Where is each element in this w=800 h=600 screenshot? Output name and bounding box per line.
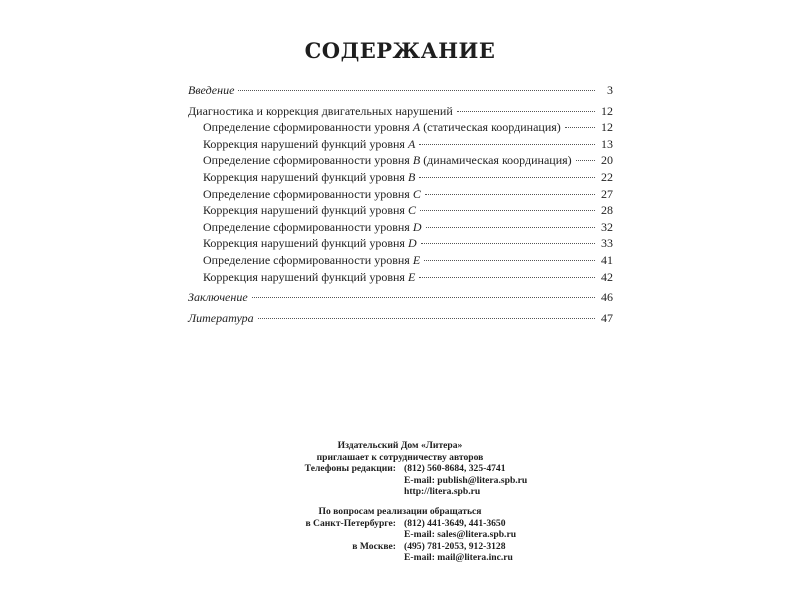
table-of-contents xyxy=(188,82,613,326)
toc-page-number: 22 xyxy=(601,169,613,184)
toc-page-number: 28 xyxy=(601,203,613,218)
publisher-info xyxy=(0,440,800,564)
toc-entry-title: Коррекция нарушений функций уровня C xyxy=(203,203,416,218)
toc-leader-dots xyxy=(258,308,595,319)
toc-entry-title: Коррекция нарушений функций уровня B xyxy=(203,169,416,184)
msk-email-line xyxy=(0,552,800,564)
toc-page-number: 46 xyxy=(601,290,613,305)
editorial-phones: (812) 560-8684, 325-4741 xyxy=(404,463,506,475)
toc-page-number: 20 xyxy=(601,153,613,168)
msk-phones: (495) 781-2053, 912-3128 xyxy=(404,540,506,552)
msk-email[interactable]: E-mail: mail@litera.inc.ru xyxy=(404,552,513,564)
toc-subentry[interactable] xyxy=(188,136,613,153)
toc-entry-introduction[interactable] xyxy=(188,82,613,99)
toc-leader-dots xyxy=(425,184,595,195)
toc-entry-title: Определение сформированности уровня D xyxy=(203,219,422,234)
toc-leader-dots xyxy=(420,200,595,211)
toc-leader-dots xyxy=(419,134,595,145)
msk-phones-line xyxy=(0,541,800,553)
toc-entry-references[interactable] xyxy=(188,310,613,327)
toc-entry-title: Определение сформированности уровня E xyxy=(203,252,421,267)
editorial-email-line xyxy=(0,475,800,487)
toc-page-number: 3 xyxy=(607,83,613,97)
toc-leader-dots xyxy=(421,233,595,244)
msk-label: в Москве: xyxy=(352,540,396,552)
editorial-email[interactable]: E-mail: publish@litera.spb.ru xyxy=(404,474,528,486)
toc-entry-title: Коррекция нарушений функций уровня A xyxy=(203,136,416,151)
sales-heading: По вопросам реализации обращаться xyxy=(318,505,482,517)
toc-page-number: 47 xyxy=(601,310,613,325)
spb-email[interactable]: E-mail: sales@litera.spb.ru xyxy=(404,529,517,541)
toc-leader-dots xyxy=(576,150,595,161)
toc-entry-conclusion[interactable] xyxy=(188,289,613,306)
editorial-label: Телефоны редакции: xyxy=(304,463,396,475)
toc-entry-title: Заключение xyxy=(188,290,248,305)
toc-leader-dots xyxy=(419,267,595,278)
spb-phones-line xyxy=(0,518,800,530)
editorial-phones-line xyxy=(0,463,800,475)
toc-page-number: 12 xyxy=(601,103,613,118)
toc-entry-title: Литература xyxy=(188,310,254,325)
toc-page-number: 42 xyxy=(601,269,613,284)
toc-page-number: 33 xyxy=(601,236,613,251)
toc-entry-title: Коррекция нарушений функций уровня D xyxy=(203,236,417,251)
toc-leader-dots xyxy=(565,117,595,128)
toc-page-number: 27 xyxy=(601,186,613,201)
spb-label: в Санкт-Петербурге: xyxy=(305,517,396,529)
toc-page-number: 13 xyxy=(601,136,613,151)
toc-leader-dots xyxy=(419,167,595,178)
spb-phones: (812) 441-3649, 441-3650 xyxy=(404,517,506,529)
publisher-name: Издательский Дом «Литера» xyxy=(337,440,463,451)
toc-page-number: 32 xyxy=(601,219,613,234)
toc-entry-title: Коррекция нарушений функций уровня E xyxy=(203,269,416,284)
toc-page-number: 12 xyxy=(601,120,613,135)
publisher-invite: приглашает к сотрудничеству авторов xyxy=(316,451,484,463)
toc-entry-title: Введение xyxy=(188,83,235,97)
toc-leader-dots xyxy=(238,80,595,91)
toc-entry-title: Определение сформированности уровня C xyxy=(203,186,421,201)
page-title: СОДЕРЖАНИЕ xyxy=(304,38,496,63)
toc-subentry[interactable] xyxy=(188,269,613,286)
spb-email-line xyxy=(0,529,800,541)
toc-leader-dots xyxy=(424,250,595,261)
toc-leader-dots xyxy=(426,217,595,228)
toc-entry-title: Определение сформированности уровня A (статическая координация) xyxy=(203,120,561,135)
toc-entry-title: Определение сформированности уровня B (динамическая координация) xyxy=(203,153,572,168)
toc-leader-dots xyxy=(252,287,595,298)
website-link[interactable]: http://litera.spb.ru xyxy=(404,486,481,498)
toc-entry-diagnostics[interactable] xyxy=(188,103,613,120)
toc-leader-dots xyxy=(457,101,595,112)
website-line xyxy=(0,486,800,498)
toc-page-number: 41 xyxy=(601,252,613,267)
toc-entry-title: Диагностика и коррекция двигательных нарушений xyxy=(188,103,453,118)
